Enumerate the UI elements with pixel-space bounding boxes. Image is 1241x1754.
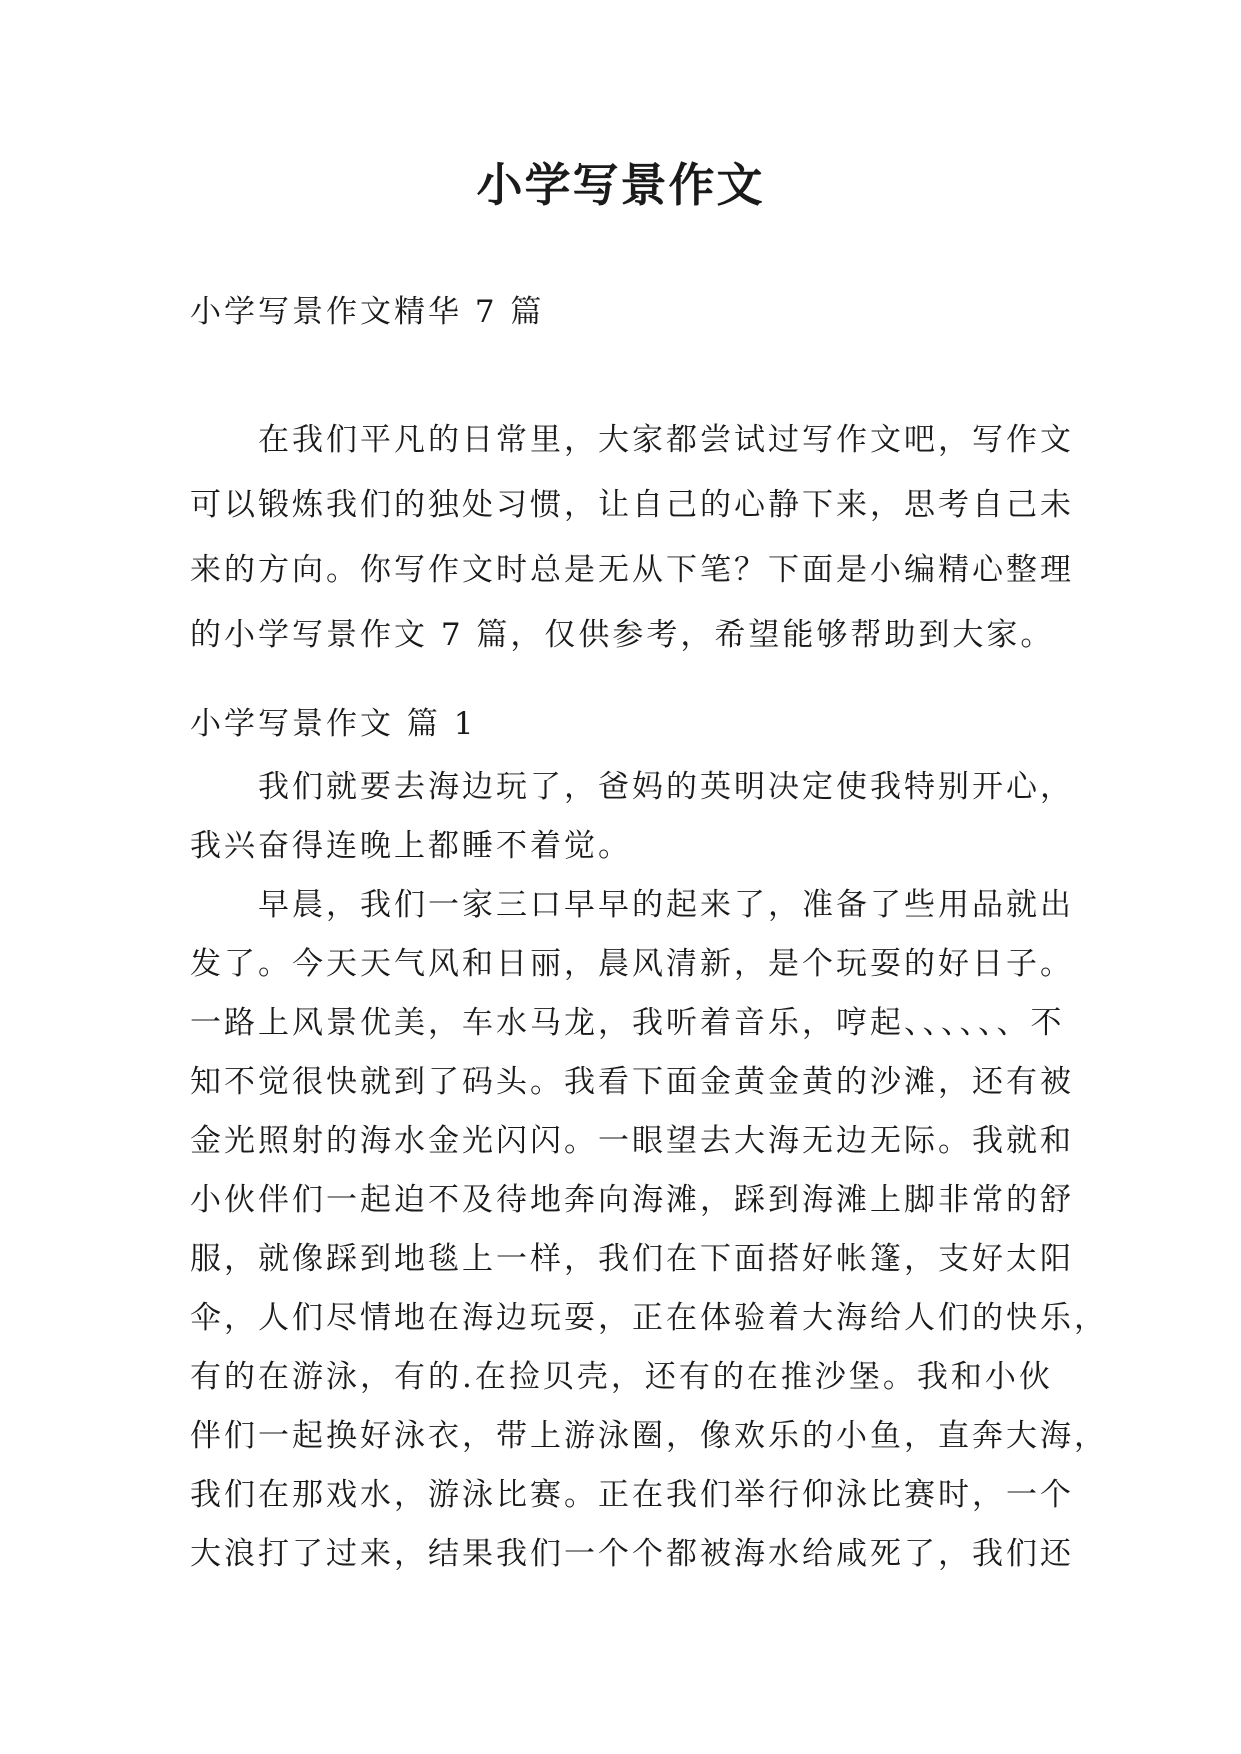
intro-line: 在我们平凡的日常里，大家都尝试过写作文吧，写作文 (258, 422, 1074, 458)
body-line: 有的在游泳，有的.在捡贝壳，还有的在推沙堡。我和小伙 (190, 1359, 1053, 1395)
body-line: 小伙伴们一起迫不及待地奔向海滩，踩到海滩上脚非常的舒 (190, 1182, 1074, 1218)
intro-line: 来的方向。你写作文时总是无从下笔？下面是小编精心整理 (190, 552, 1074, 588)
body-line: 大浪打了过来，结果我们一个个都被海水给咸死了，我们还 (190, 1536, 1074, 1572)
body-line: 伞，人们尽情地在海边玩耍，正在体验着大海给人们的快乐， (190, 1300, 1108, 1336)
essay-body (190, 758, 1108, 1584)
body-line: 我兴奋得连晚上都睡不着觉。 (190, 828, 632, 864)
body-line: 发了。今天天气风和日丽，晨风清新，是个玩耍的好日子。 (190, 946, 1074, 982)
body-line: 服，就像踩到地毯上一样，我们在下面搭好帐篷，支好太阳 (190, 1241, 1074, 1277)
intro-paragraph (190, 408, 1074, 668)
document-subtitle: 小学写景作文精华 7 篇 (190, 294, 545, 330)
body-line: 金光照射的海水金光闪闪。一眼望去大海无边无际。我就和 (190, 1123, 1074, 1159)
body-line: 我们就要去海边玩了，爸妈的英明决定使我特别开心， (258, 769, 1074, 805)
body-line: 一路上风景优美，车水马龙，我听着音乐，哼起、、、、、、不 (190, 1005, 1065, 1041)
body-line: 伴们一起换好泳衣，带上游泳圈，像欢乐的小鱼，直奔大海， (190, 1418, 1108, 1454)
intro-line: 可以锻炼我们的独处习惯，让自己的心静下来，思考自己未 (190, 487, 1074, 523)
intro-line: 的小学写景作文 7 篇，仅供参考，希望能够帮助到大家。 (190, 617, 1055, 653)
body-line: 知不觉很快就到了码头。我看下面金黄金黄的沙滩，还有被 (190, 1064, 1074, 1100)
document-title: 小学写景作文 (476, 158, 765, 212)
body-line: 早晨，我们一家三口早早的起来了，准备了些用品就出 (258, 887, 1074, 923)
section-heading: 小学写景作文 篇 1 (190, 706, 477, 742)
body-line: 我们在那戏水，游泳比赛。正在我们举行仰泳比赛时，一个 (190, 1477, 1074, 1513)
